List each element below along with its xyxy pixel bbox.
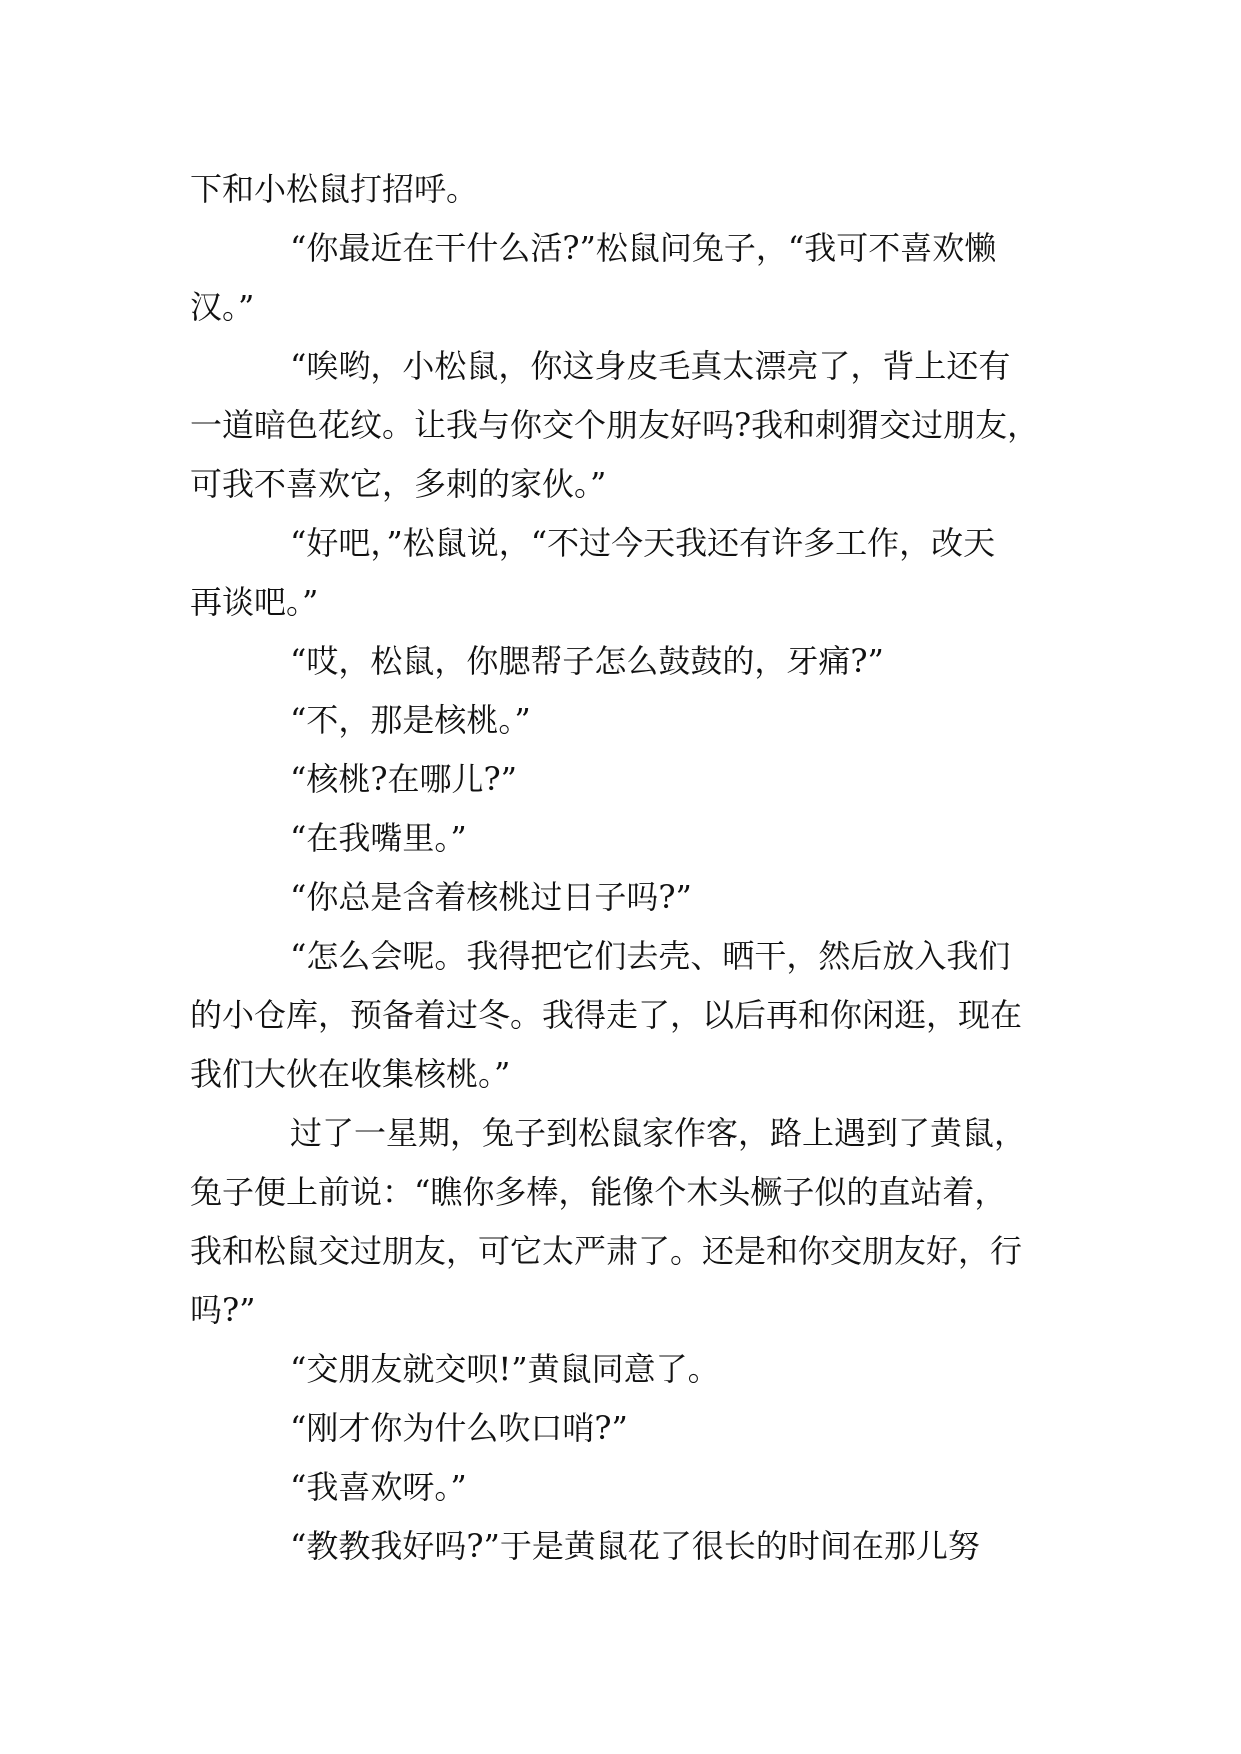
text-line: 我和松鼠交过朋友，可它太严肃了。还是和你交朋友好，行 xyxy=(190,1232,1023,1270)
text-line: 的小仓库，预备着过冬。我得走了，以后再和你闲逛，现在 xyxy=(190,996,1023,1034)
text-line: 兔子便上前说：“瞧你多棒，能像个木头橛子似的直站着， xyxy=(190,1173,1007,1211)
text-line: “唉哟，小松鼠，你这身皮毛真太漂亮了，背上还有 xyxy=(290,347,1011,385)
text-line: “你最近在干什么活?”松鼠问兔子，“我可不喜欢懒 xyxy=(290,229,997,267)
text-line: “好吧，”松鼠说，“不过今天我还有许多工作，改天 xyxy=(290,524,996,562)
text-line: 吗?” xyxy=(190,1291,256,1329)
text-line: “在我嘴里。” xyxy=(290,819,467,857)
text-line: 再谈吧。” xyxy=(190,583,319,621)
text-line: 我们大伙在收集核桃。” xyxy=(190,1055,511,1093)
text-line: “哎，松鼠，你腮帮子怎么鼓鼓的，牙痛?” xyxy=(290,642,884,680)
text-line: 汉。” xyxy=(190,288,255,326)
text-line: “教教我好吗?”于是黄鼠花了很长的时间在那儿努 xyxy=(290,1527,980,1565)
text-line: “你总是含着核桃过日子吗?” xyxy=(290,878,692,916)
text-line: “我喜欢呀。” xyxy=(290,1468,467,1506)
text-line: “核桃?在哪儿?” xyxy=(290,760,518,798)
text-line: 下和小松鼠打招呼。 xyxy=(190,170,479,208)
text-line: “不，那是核桃。” xyxy=(290,701,531,739)
text-line: 一道暗色花纹。让我与你交个朋友好吗?我和刺猬交过朋友， xyxy=(190,406,1040,444)
story-text xyxy=(190,160,1056,1576)
text-line: “怎么会呢。我得把它们去壳、晒干，然后放入我们 xyxy=(290,937,1011,975)
text-line: 可我不喜欢它，多刺的家伙。” xyxy=(190,465,607,503)
text-line: 过了一星期，兔子到松鼠家作客，路上遇到了黄鼠， xyxy=(290,1114,1027,1152)
text-line: “交朋友就交呗!”黄鼠同意了。 xyxy=(290,1350,720,1388)
text-line: “刚才你为什么吹口哨?” xyxy=(290,1409,628,1447)
